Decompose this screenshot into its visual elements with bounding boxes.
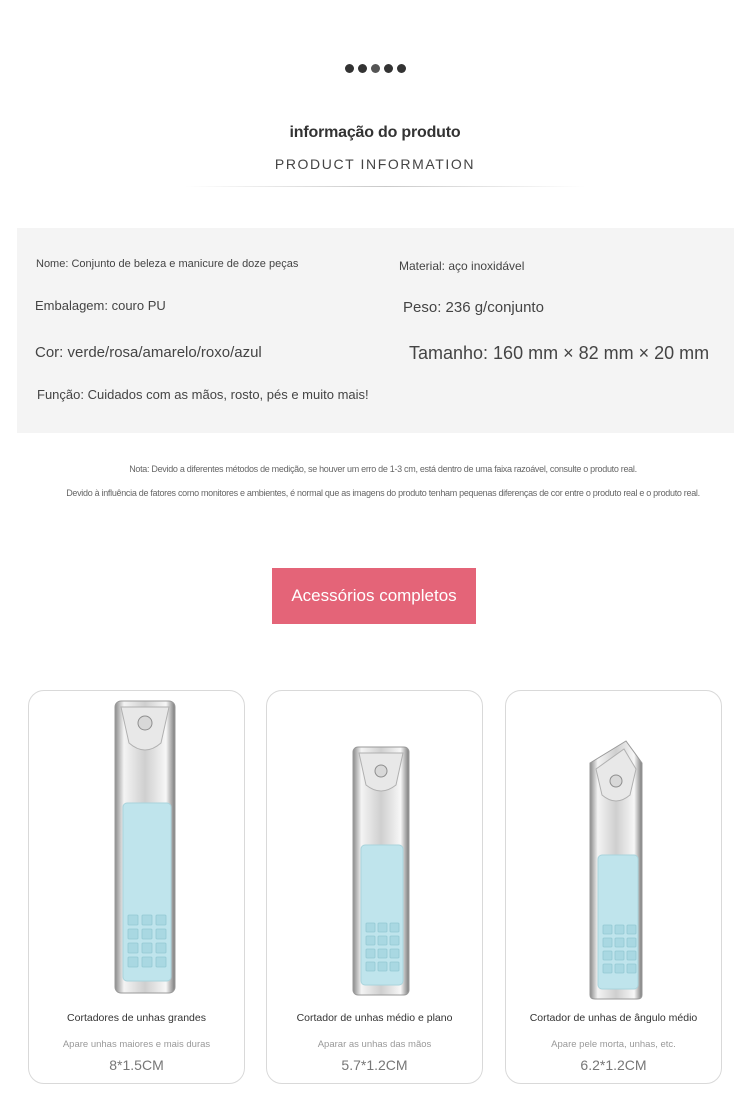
accessory-desc: Apare unhas maiores e mais duras	[62, 1039, 211, 1050]
accessory-card-large-clipper[interactable]	[28, 690, 245, 1084]
title-divider	[185, 186, 585, 187]
info-packaging: Embalagem: couro PU	[35, 298, 166, 313]
section-title: informação do produto	[289, 124, 461, 141]
product-info-panel	[17, 228, 734, 433]
accessory-card-medium-clipper[interactable]	[266, 690, 483, 1084]
accessory-size: 8*1.5CM	[109, 1057, 164, 1073]
accessory-size: 5.7*1.2CM	[341, 1057, 408, 1073]
accessory-name: Cortadores de unhas grandes	[67, 1012, 206, 1024]
angled-nail-clipper-icon	[506, 691, 723, 1001]
accessories-banner: Acessórios completos	[272, 568, 476, 624]
carousel-dot[interactable]	[345, 64, 354, 73]
carousel-dots	[0, 60, 750, 78]
color-note: Devido à influência de fatores como monitores e ambientes, é normal que as imagens do produto tenham pequenas diferenças de cor entre o produto real e o produto real.	[66, 488, 700, 498]
info-weight: Peso: 236 g/conjunto	[403, 299, 544, 316]
info-function: Função: Cuidados com as mãos, rosto, pés e muito mais!	[37, 387, 369, 402]
measurement-note: Nota: Devido a diferentes métodos de medição, se houver um erro de 1-3 cm, está dentro de uma faixa razoável, consulte o produto real.	[129, 464, 637, 474]
section-subtitle: PRODUCT INFORMATION	[274, 156, 476, 172]
accessory-desc: Aparar as unhas das mãos	[317, 1039, 432, 1050]
accessory-name: Cortador de unhas médio e plano	[296, 1012, 453, 1024]
carousel-dot[interactable]	[384, 64, 393, 73]
accessory-desc: Apare pele morta, unhas, etc.	[551, 1039, 676, 1050]
info-material: Material: aço inoxidável	[399, 259, 525, 273]
info-size: Tamanho: 160 mm × 82 mm × 20 mm	[409, 343, 710, 363]
large-nail-clipper-icon	[29, 691, 246, 1001]
carousel-dot[interactable]	[358, 64, 367, 73]
info-color: Cor: verde/rosa/amarelo/roxo/azul	[35, 344, 262, 361]
info-name: Nome: Conjunto de beleza e manicure de doze peças	[36, 258, 299, 270]
accessory-size: 6.2*1.2CM	[580, 1057, 647, 1073]
medium-flat-nail-clipper-icon	[267, 691, 484, 1001]
accessory-name: Cortador de unhas de ângulo médio	[529, 1012, 698, 1024]
carousel-dot[interactable]	[397, 64, 406, 73]
carousel-dot[interactable]	[371, 64, 380, 73]
accessory-card-angled-clipper[interactable]	[505, 690, 722, 1084]
